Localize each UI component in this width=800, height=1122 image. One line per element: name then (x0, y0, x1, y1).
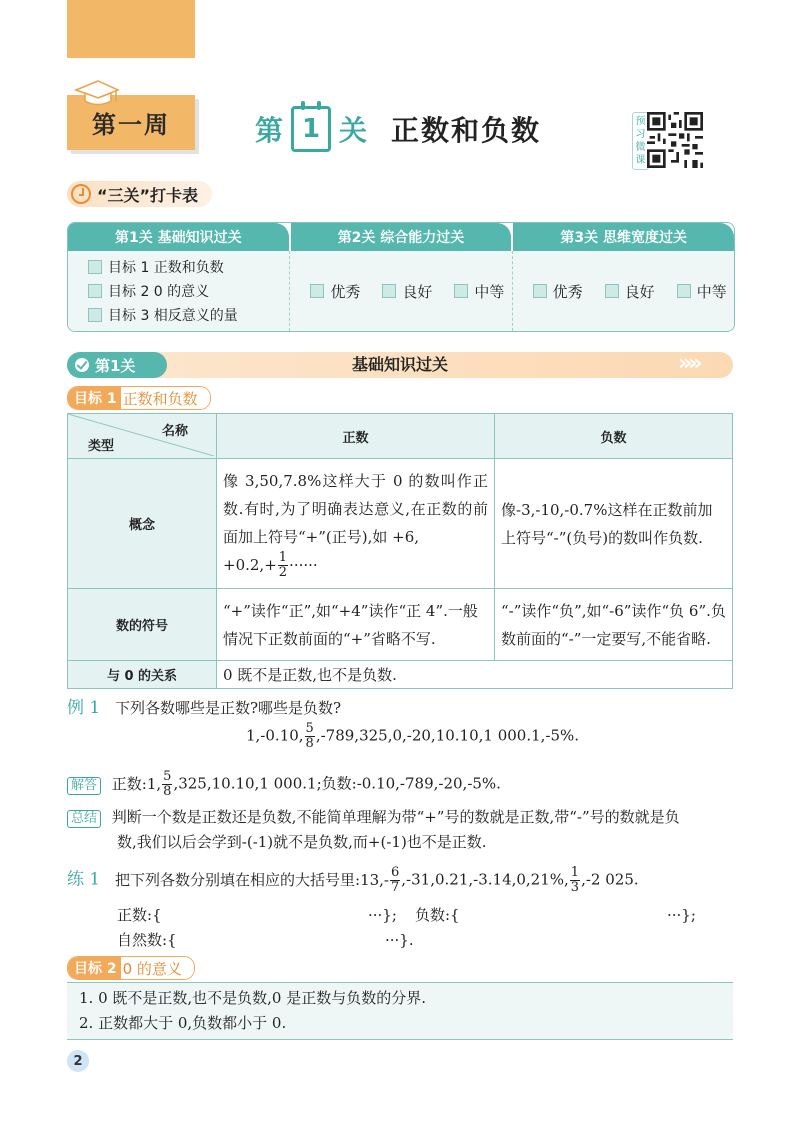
title-suffix: 关 (339, 114, 368, 147)
double-chevron-icon: »» (678, 351, 699, 376)
practice-tag: 练 1 (67, 869, 101, 890)
fraction: $\frac{1}{2}$ (278, 550, 288, 581)
checklist-title-text: “三关”打卡表 (97, 185, 199, 205)
target-1-tag: 目标 1 正数和负数 (67, 386, 211, 410)
cell-negative-sign: “-”读作“负”,如“-6”读作“负 6”.负数前面的“-”一定要写,不能省略. (495, 589, 733, 661)
checkbox[interactable] (88, 260, 102, 274)
negative-blank-label: 负数:{ (415, 906, 460, 924)
rating-option[interactable]: 中等 (677, 281, 727, 302)
cell-negative-concept: 像-3,-10,-0.7%这样在正数前加上符号“-”(负号)的数叫作负数. (495, 459, 733, 589)
natural-blank-label: 自然数:{ (117, 931, 177, 949)
row-label-zero: 与 0 的关系 (68, 661, 217, 689)
goal-item[interactable]: 目标 3 相反意义的量 (88, 303, 289, 327)
title-prefix: 第 (255, 114, 284, 147)
checkbox[interactable] (88, 308, 102, 322)
week-tab-decoration (67, 0, 195, 58)
goals-column (68, 251, 290, 331)
title-number-calendar: 1 (291, 106, 331, 152)
zero-meaning-box (67, 982, 733, 1040)
goal-item[interactable]: 目标 2 0 的意义 (88, 279, 289, 303)
summary-tag: 总结 (67, 810, 101, 828)
col-positive: 正数 (217, 414, 495, 459)
cell-zero-relation: 0 既不是正数,也不是负数. (217, 661, 733, 689)
checkbox[interactable] (605, 284, 619, 298)
natural-blank-end[interactable]: ···}. (385, 931, 414, 949)
qr-label: 预习微课 (632, 112, 649, 170)
row-label-concept: 概念 (68, 459, 217, 589)
answer: 解答 正数:1, $\frac{5}{8}$ ,325,10.10,1 000.1;负数:-0.10,-789,-20,-5%. (67, 770, 501, 799)
checklist-head-3: 第3关 思维宽度过关 (513, 223, 734, 251)
positive-blank-end[interactable]: ···}; (368, 906, 397, 924)
lesson-title (255, 104, 541, 154)
example-question: 下列各数哪些是正数?哪些是负数? (115, 699, 342, 717)
checkbox[interactable] (677, 284, 691, 298)
week-badge: 第一周 (67, 95, 195, 150)
level-title: 基础知识过关 (351, 355, 448, 374)
zero-meaning-1: 1. 0 既不是正数,也不是负数,0 是正数与负数的分界. (79, 989, 427, 1007)
rating-option[interactable]: 良好 (605, 281, 655, 302)
answer-tag: 解答 (67, 777, 101, 795)
rating-column-3 (513, 251, 734, 331)
graduation-cap-icon (74, 78, 120, 112)
checklist-head-1: 第1关 基础知识过关 (68, 223, 289, 251)
rating-option[interactable]: 良好 (382, 281, 432, 302)
example-tag: 例 1 (67, 698, 101, 718)
clock-icon (71, 184, 91, 204)
target-2-tag: 目标 2 0 的意义 (67, 956, 195, 980)
checklist-table (67, 222, 735, 332)
negative-blank-end[interactable]: ···}; (667, 906, 696, 924)
rating-option[interactable]: 优秀 (310, 281, 360, 302)
checkbox[interactable] (88, 284, 102, 298)
checklist-head-2: 第2关 综合能力过关 (291, 223, 512, 251)
checklist-title (67, 181, 212, 207)
practice-1: 练 1 把下列各数分别填在相应的大括号里:13,- $\frac{6}{7}$ ,-31,0.21,-3.14,0,21%, $\frac{1}{3}$ ,-2 025. (67, 865, 639, 895)
page-number: 2 (67, 1050, 89, 1072)
example-numbers: 1,-0.10, $\frac{5}{8}$ ,-789,325,0,-20,10.10,1 000.1,-5%. (246, 721, 580, 751)
checkbox[interactable] (454, 284, 468, 298)
fraction: $\frac{6}{7}$ (391, 865, 400, 895)
zero-meaning-2: 2. 正数都大于 0,负数都小于 0. (79, 1014, 287, 1032)
rating-option[interactable]: 中等 (454, 281, 504, 302)
rating-option[interactable]: 优秀 (533, 281, 583, 302)
checkbox[interactable] (533, 284, 547, 298)
positive-blank-label: 正数:{ (117, 906, 162, 924)
title-main: 正数和负数 (391, 114, 542, 147)
cell-positive-sign: “+”读作“正”,如“+4”读作“正 4”.一般情况下正数前面的“+”省略不写. (217, 589, 495, 661)
fraction: $\frac{1}{3}$ (570, 865, 580, 895)
qr-code-icon[interactable] (647, 112, 703, 168)
concept-table (67, 413, 733, 689)
example-1 (67, 697, 341, 719)
cell-positive-concept: 像 3,50,7.8%这样大于 0 的数叫作正数.有时,为了明确表达意义,在正数的前面加上符号“+”(正号),如 +6, +0.2,+ $\frac{1}{2}$ ······ (217, 459, 495, 589)
checkbox[interactable] (382, 284, 396, 298)
summary-line-2: 数,我们以后会学到-(-1)就不是负数,而+(-1)也不是正数. (117, 833, 487, 851)
row-label-sign: 数的符号 (68, 589, 217, 661)
check-circle-icon (75, 358, 89, 372)
rating-column-2 (290, 251, 512, 331)
table-corner-cell: 名称 类型 (68, 414, 217, 459)
level-pill: 第1关 (67, 352, 167, 378)
col-negative: 负数 (495, 414, 733, 459)
goal-item[interactable]: 目标 1 正数和负数 (88, 255, 289, 279)
fraction: $\frac{5}{8}$ (163, 769, 172, 799)
checkbox[interactable] (310, 284, 324, 298)
fraction: $\frac{5}{8}$ (305, 721, 314, 751)
summary: 总结 判断一个数是正数还是负数,不能简单理解为带“+”号的数就是正数,带“-”号的数就是负 (67, 806, 733, 828)
